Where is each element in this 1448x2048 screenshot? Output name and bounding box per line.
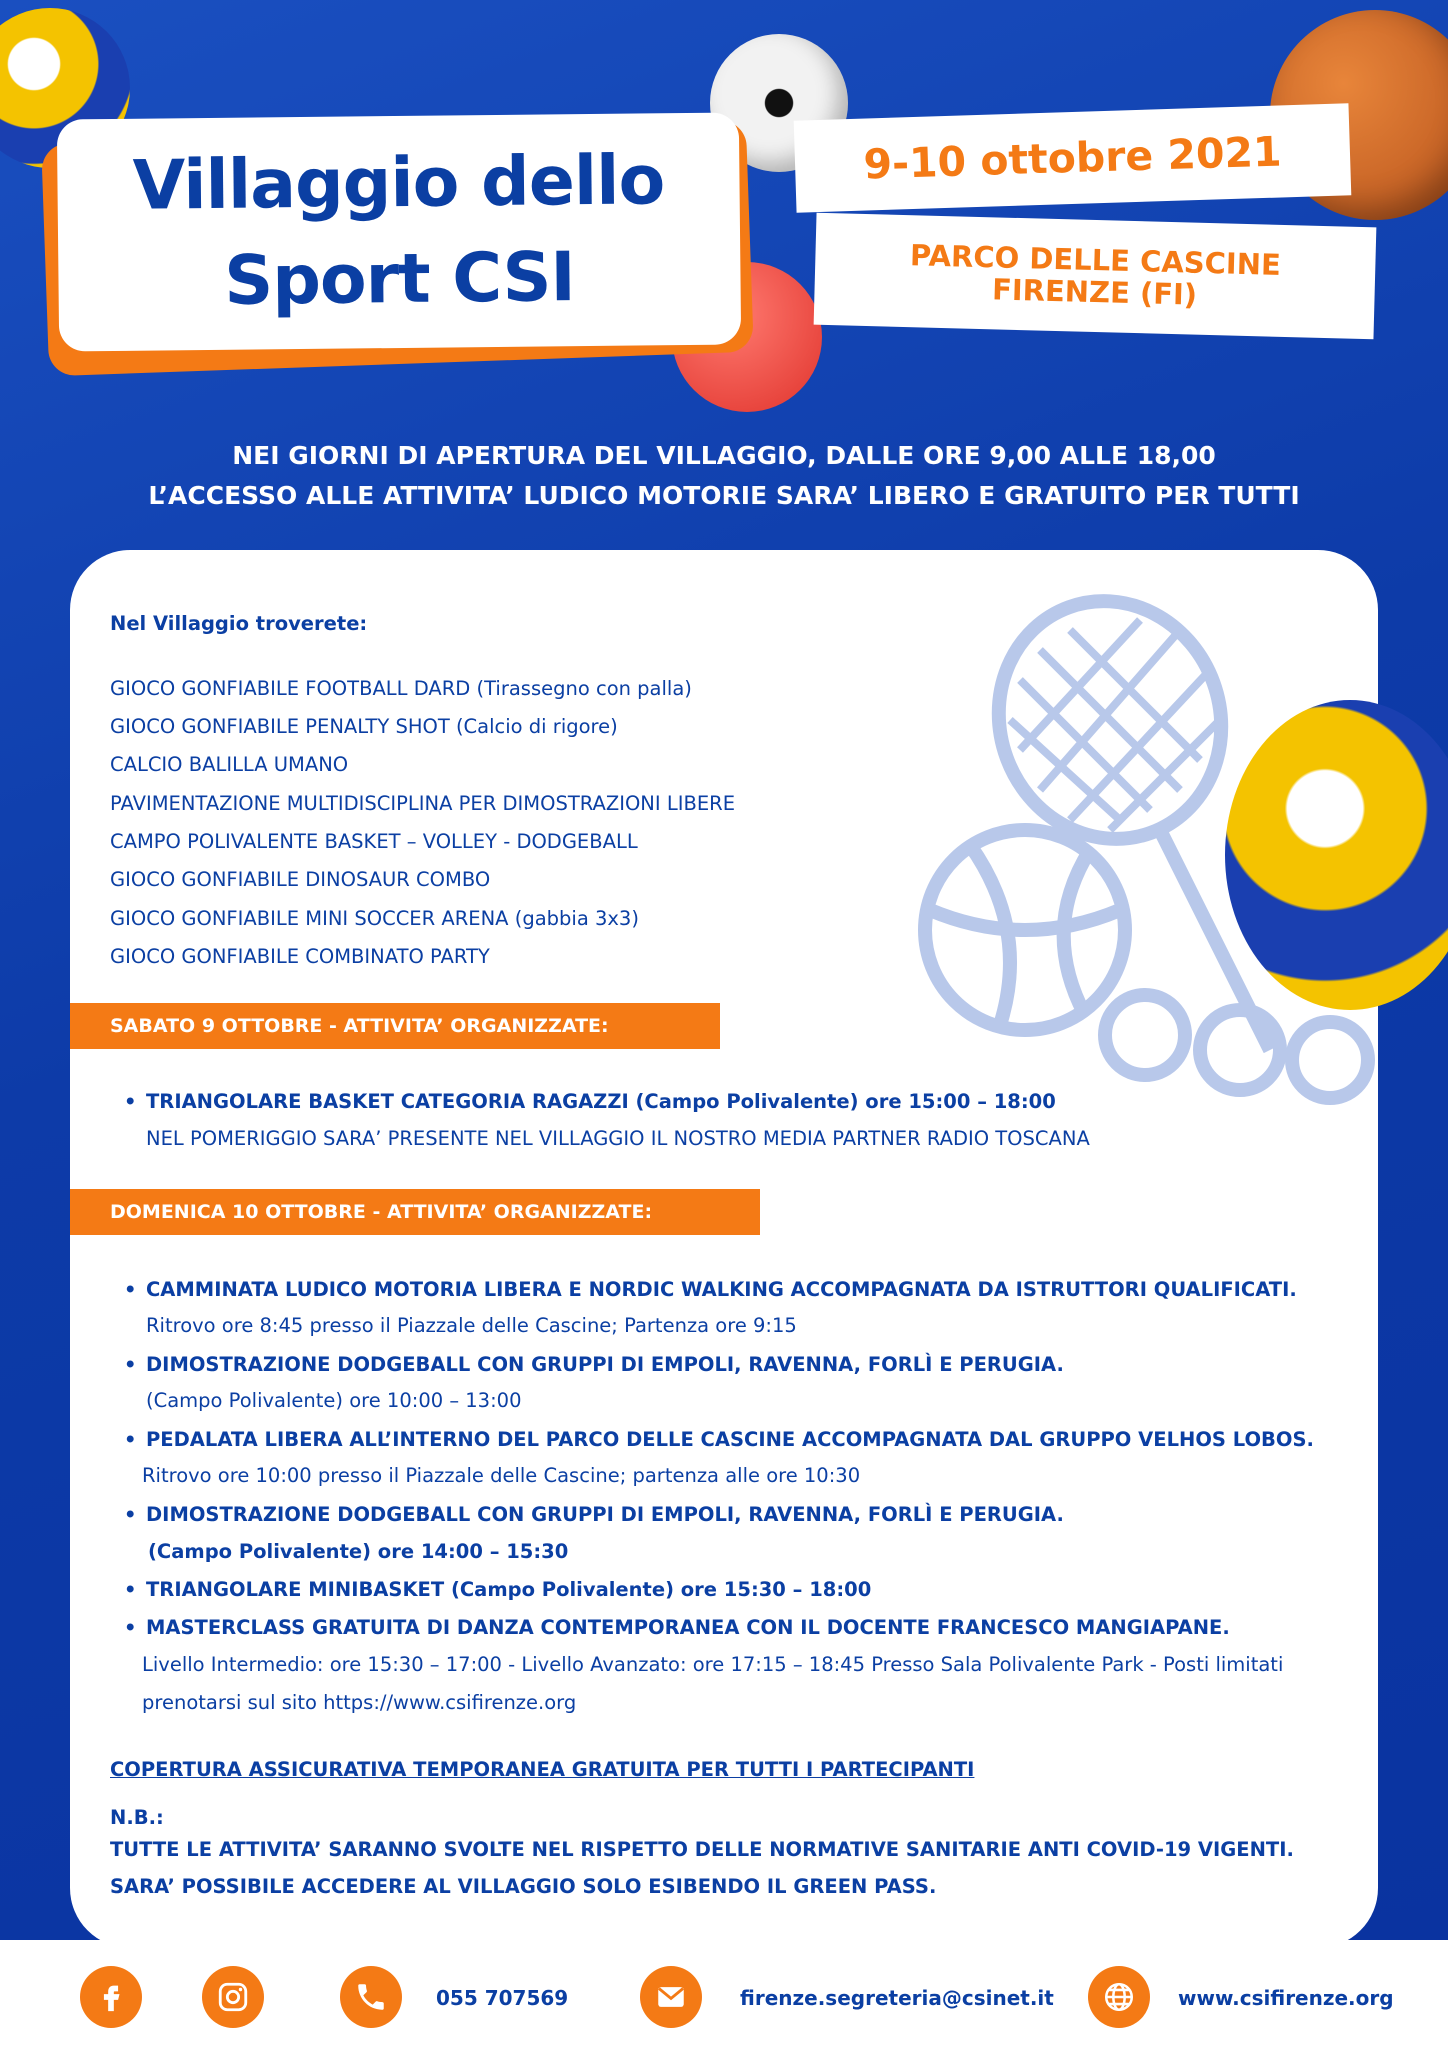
- saturday-heading: SABATO 9 OTTOBRE - ATTIVITA’ ORGANIZZATE:: [70, 1003, 720, 1049]
- bullet: •: [124, 1428, 137, 1451]
- village-item: GIOCO GONFIABILE PENALTY SHOT (Calcio di rigore): [110, 715, 618, 738]
- sunday-item: DIMOSTRAZIONE DODGEBALL CON GRUPPI DI EMPOLI, RAVENNA, FORLÌ E PERUGIA.: [146, 1503, 1064, 1526]
- facebook-icon[interactable]: [80, 1966, 142, 2028]
- place-box: [814, 213, 1377, 340]
- sunday-item: CAMMINATA LUDICO MOTORIA LIBERA E NORDIC WALKING ACCOMPAGNATA DA ISTRUTTORI QUALIFICATI.: [146, 1278, 1297, 1301]
- village-item: GIOCO GONFIABILE MINI SOCCER ARENA (gabbia 3x3): [110, 907, 639, 930]
- title-line-2: Sport CSI: [223, 238, 576, 321]
- intro-text: [0, 436, 1448, 516]
- email-address[interactable]: firenze.segreteria@csinet.it: [740, 1986, 1054, 2010]
- website-link[interactable]: www.csifirenze.org: [1178, 1986, 1394, 2010]
- place-line-1: PARCO DELLE CASCINE: [909, 238, 1282, 282]
- village-heading: Nel Villaggio troverete:: [110, 612, 368, 635]
- globe-icon[interactable]: [1088, 1966, 1150, 2028]
- village-item: GIOCO GONFIABILE COMBINATO PARTY: [110, 945, 490, 968]
- tennis-ball-icon: [1105, 995, 1185, 1075]
- title-line-1: Villaggio dello: [132, 141, 665, 226]
- saturday-item-sub: NEL POMERIGGIO SARA’ PRESENTE NEL VILLAGGIO IL NOSTRO MEDIA PARTNER RADIO TOSCANA: [146, 1127, 1090, 1150]
- sunday-item: MASTERCLASS GRATUITA DI DANZA CONTEMPORANEA CON IL DOCENTE FRANCESCO MANGIAPANE.: [146, 1616, 1230, 1639]
- village-item: PAVIMENTAZIONE MULTIDISCIPLINA PER DIMOSTRAZIONI LIBERE: [110, 792, 736, 815]
- saturday-item: TRIANGOLARE BASKET CATEGORIA RAGAZZI (Campo Polivalente) ore 15:00 – 18:00: [146, 1090, 1056, 1113]
- insurance-note: COPERTURA ASSICURATIVA TEMPORANEA GRATUITA PER TUTTI I PARTECIPANTI: [110, 1758, 975, 1781]
- place-line-2: FIRENZE (FI): [991, 272, 1198, 312]
- nb-line: TUTTE LE ATTIVITA’ SARANNO SVOLTE NEL RISPETTO DELLE NORMATIVE SANITARIE ANTI COVID-19 VIGENTI.: [110, 1838, 1294, 1861]
- sunday-item-sub: (Campo Polivalente) ore 10:00 – 13:00: [146, 1389, 522, 1412]
- bullet: •: [124, 1616, 137, 1639]
- title-box: [57, 112, 741, 351]
- sunday-item: TRIANGOLARE MINIBASKET (Campo Polivalente) ore 15:30 – 18:00: [146, 1578, 872, 1601]
- village-item: GIOCO GONFIABILE DINOSAUR COMBO: [110, 868, 491, 891]
- event-date: 9-10 ottobre 2021: [862, 127, 1283, 189]
- nb-label: N.B.:: [110, 1806, 164, 1829]
- instagram-icon[interactable]: [202, 1966, 264, 2028]
- sunday-item-sub: Livello Intermedio: ore 15:30 – 17:00 - Livello Avanzato: ore 17:15 – 18:45 Presso Sala Polivalente Park - Posti limitati: [142, 1653, 1284, 1676]
- village-item: CALCIO BALILLA UMANO: [110, 753, 349, 776]
- sunday-item-sub: Ritrovo ore 10:00 presso il Piazzale delle Cascine; partenza alle ore 10:30: [142, 1464, 861, 1487]
- village-item: GIOCO GONFIABILE FOOTBALL DARD (Tirassegno con palla): [110, 677, 692, 700]
- sunday-item-sub: prenotarsi sul sito https://www.csifirenze.org: [142, 1691, 577, 1714]
- phone-number[interactable]: 055 707569: [436, 1986, 569, 2010]
- phone-icon[interactable]: [340, 1966, 402, 2028]
- sunday-item-sub: Ritrovo ore 8:45 presso il Piazzale delle Cascine; Partenza ore 9:15: [146, 1314, 797, 1337]
- sunday-heading: DOMENICA 10 OTTOBRE - ATTIVITA’ ORGANIZZATE:: [70, 1189, 760, 1235]
- bullet: •: [124, 1503, 137, 1526]
- sunday-item: DIMOSTRAZIONE DODGEBALL CON GRUPPI DI EMPOLI, RAVENNA, FORLÌ E PERUGIA.: [146, 1353, 1064, 1376]
- bullet: •: [124, 1090, 137, 1113]
- intro-line-1: NEI GIORNI DI APERTURA DEL VILLAGGIO, DALLE ORE 9,00 ALLE 18,00: [232, 441, 1216, 470]
- bullet: •: [124, 1353, 137, 1376]
- date-box: [794, 103, 1352, 212]
- sunday-item-sub: (Campo Polivalente) ore 14:00 – 15:30: [148, 1540, 569, 1563]
- mail-icon[interactable]: [640, 1966, 702, 2028]
- bullet: •: [124, 1278, 137, 1301]
- bullet: •: [124, 1578, 137, 1601]
- village-item: CAMPO POLIVALENTE BASKET – VOLLEY - DODGEBALL: [110, 830, 638, 853]
- sunday-item: PEDALATA LIBERA ALL’INTERNO DEL PARCO DELLE CASCINE ACCOMPAGNATA DAL GRUPPO VELHOS LOBOS.: [146, 1428, 1314, 1451]
- nb-line: SARA’ POSSIBILE ACCEDERE AL VILLAGGIO SOLO ESIBENDO IL GREEN PASS.: [110, 1875, 937, 1898]
- intro-line-2: L’ACCESSO ALLE ATTIVITA’ LUDICO MOTORIE SARA’ LIBERO E GRATUITO PER TUTTI: [148, 481, 1300, 510]
